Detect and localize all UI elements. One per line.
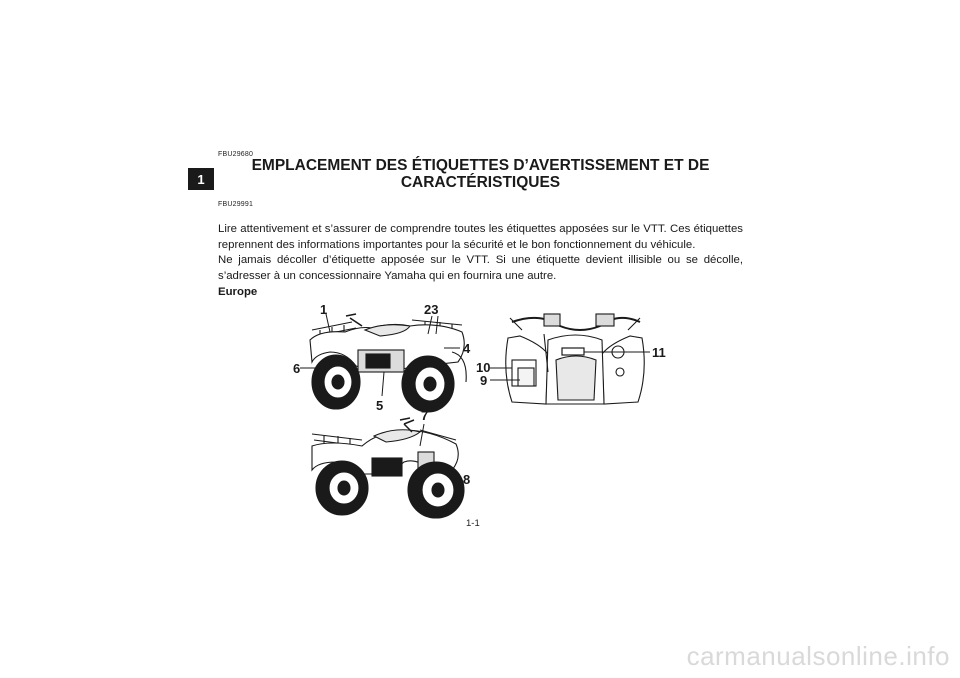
page-number: 1-1 (466, 518, 480, 529)
watermark: carmanualsonline.info (686, 641, 950, 671)
callout-label-23: 23 (424, 302, 439, 317)
callout-label-11: 11 (652, 345, 666, 360)
callout-label-9: 9 (480, 373, 488, 388)
page-title: EMPLACEMENT DES ÉTIQUETTES D’AVERTISSEMENT ET DE CARACTÉRISTIQUES (251, 157, 710, 191)
chapter-tab: 1 (188, 168, 214, 190)
callout-label-5: 5 (376, 398, 384, 413)
atv-rear-view-illustration (312, 418, 464, 518)
paragraph: Ne jamais décoller d’étiquette apposée sur le VTT. Si une étiquette devient illisible ou se décolle, s’adresser à un concessionnaire Yamaha qui en fournira une autre. (218, 254, 743, 282)
callout-label-1: 1 (320, 302, 328, 317)
document-code: FBU29680 (218, 151, 254, 158)
document-code: FBU29991 (218, 201, 254, 208)
paragraph: Lire attentivement et s’assurer de comprendre toutes les étiquettes apposées sur le VTT. Ces étiquettes reprennent des informations importantes pour la sécurité et le bon fonctionnement du véhicule. (218, 223, 743, 251)
callout-label-4: 4 (463, 341, 471, 356)
region-label: Europe (218, 286, 258, 298)
callout-label-8: 8 (463, 472, 471, 487)
atv-top-view-illustration (506, 314, 645, 404)
callout-label-10: 10 (476, 360, 491, 375)
callout-label-6: 6 (293, 361, 301, 376)
callout-label-7: 7 (421, 408, 429, 423)
atv-front-view-illustration (310, 314, 466, 412)
